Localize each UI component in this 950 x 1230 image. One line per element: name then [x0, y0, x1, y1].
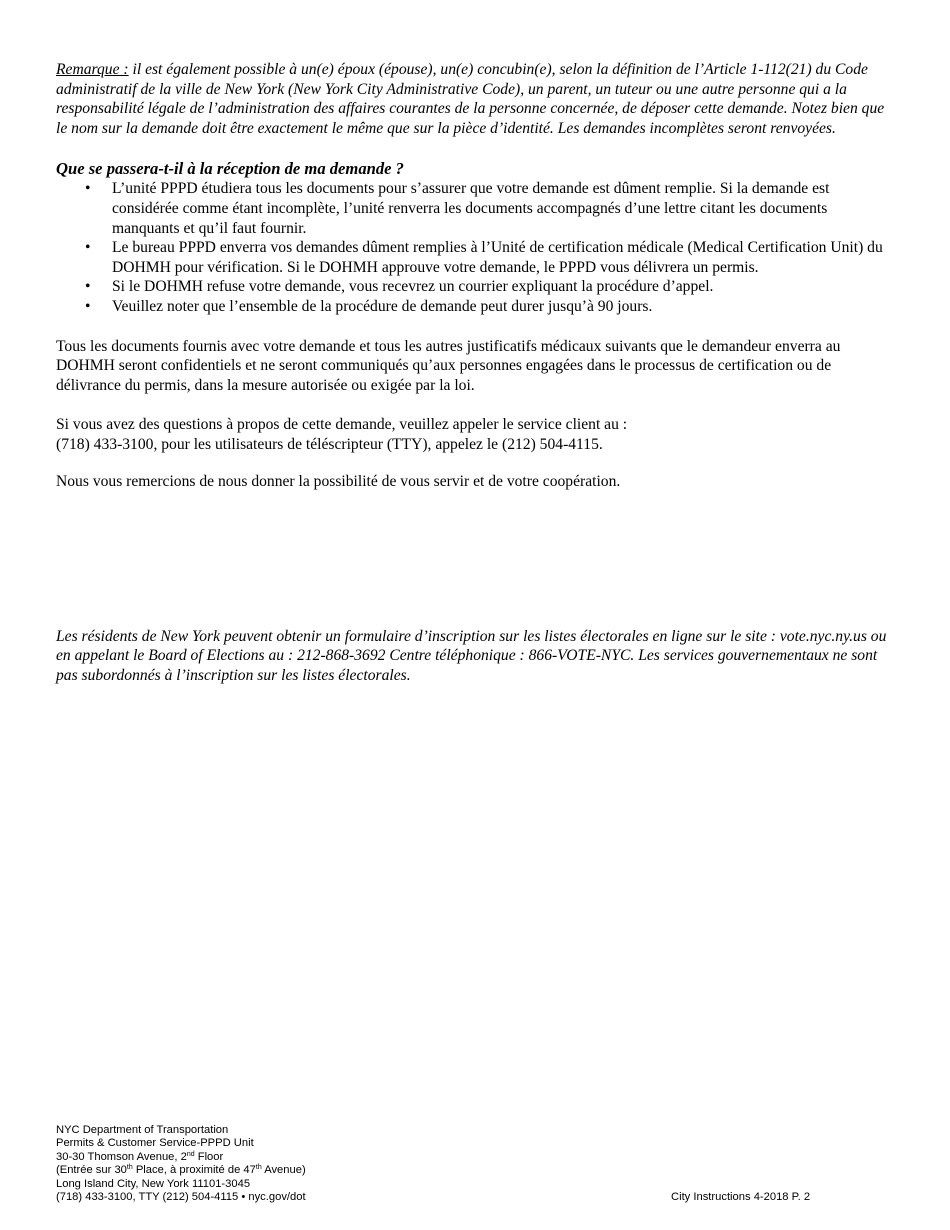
bullet-icon: •	[85, 297, 91, 315]
questions-line-1: Si vous avez des questions à propos de cette demande, veuillez appeler le service client au :	[56, 416, 628, 434]
note-paragraph	[56, 60, 898, 138]
footer-contact: (718) 433-3100, TTY (212) 504-4115 • nyc.gov/dot	[56, 1191, 306, 1204]
note-label: Remarque :	[56, 61, 129, 78]
section-heading: Que se passera-t-il à la réception de ma demande ?	[56, 159, 404, 179]
footer-dept: NYC Department of Transportation	[56, 1124, 229, 1136]
list-item	[85, 297, 898, 317]
document-body	[56, 60, 898, 491]
bullet-icon: •	[85, 278, 91, 296]
questions-line-2: (718) 433-3100, pour les utilisateurs de téléscripteur (TTY), appelez le (212) 504-4115.	[56, 435, 603, 453]
page-number-label: City Instructions 4-2018 P. 2	[671, 1191, 811, 1203]
confidentiality-paragraph: Tous les documents fournis avec votre demande et tous les autres justificatifs médicaux suivants que le demandeur enverra au DOHMH seront confidentiels et ne seront communiqués qu’aux personnes engagées dans le processus de certification ou de délivrance du permis, dans la mesure autorisée ou exigée par la loi.	[56, 337, 841, 394]
list-item-text: Si le DOHMH refuse votre demande, vous recevrez un courrier expliquant la procédure d’appel.	[112, 278, 714, 296]
list-item	[85, 277, 898, 297]
list-item	[85, 238, 898, 277]
questions-paragraph	[56, 415, 898, 454]
thanks-paragraph: Nous vous remercions de nous donner la possibilité de vous servir et de votre coopération.	[56, 472, 621, 490]
footer-street: 30-30 Thomson Avenue, 2nd Floor	[56, 1150, 224, 1163]
footer-city: Long Island City, New York 11101-3045	[56, 1177, 251, 1190]
footer-address	[56, 1124, 306, 1204]
list-item-text: L’unité PPPD étudiera tous les documents pour s’assurer que votre demande est dûment remplie. Si la demande est considérée comme étant incomplète, l’unité renverra les documents accompagnés d’une lettre citant les documents manquants et qu’il faut fournir.	[112, 180, 830, 237]
list-item-text: Veuillez noter que l’ensemble de la procédure de demande peut durer jusqu’à 90 jours.	[112, 297, 653, 315]
footer-entrance: (Entrée sur 30th Place, à proximité de 47th Avenue)	[56, 1164, 306, 1177]
footer-unit: Permits & Customer Service-PPPD Unit	[56, 1137, 254, 1150]
bullet-icon: •	[85, 239, 91, 257]
voter-registration-note: Les résidents de New York peuvent obtenir un formulaire d’inscription sur les listes électorales en ligne sur le site : vote.nyc.ny.us ou en appelant le Board of Elections au : 212-868-3692 Centre téléphonique : 866-VOTE-NYC. Les services gouvernementaux ne sont pas subordonnés à l’inscription sur les listes électorales.	[56, 628, 887, 684]
list-item	[85, 179, 898, 238]
note-text: il est également possible à un(e) époux (épouse), un(e) concubin(e), selon la définition de l’Article 1-112(21) du Code administratif de la ville de New York (New York City Administrative Code), un parent, un tuteur ou une autre personne qui a la responsabilité légale de l’administration des affaires courantes de la personne concernée, de déposer cette demande. Notez bien que le nom sur la demande doit être exactement le même que sur la pièce d’identité. Les demandes incomplètes seront renvoyées.	[56, 61, 885, 137]
bullet-icon: •	[85, 180, 91, 198]
list-item-text: Le bureau PPPD enverra vos demandes dûment remplies à l’Unité de certification médicale (Medical Certification Unit) du DOHMH pour vérification. Si le DOHMH approuve votre demande, le PPPD vous délivrera un permis.	[112, 239, 883, 276]
bullet-list	[56, 179, 898, 316]
